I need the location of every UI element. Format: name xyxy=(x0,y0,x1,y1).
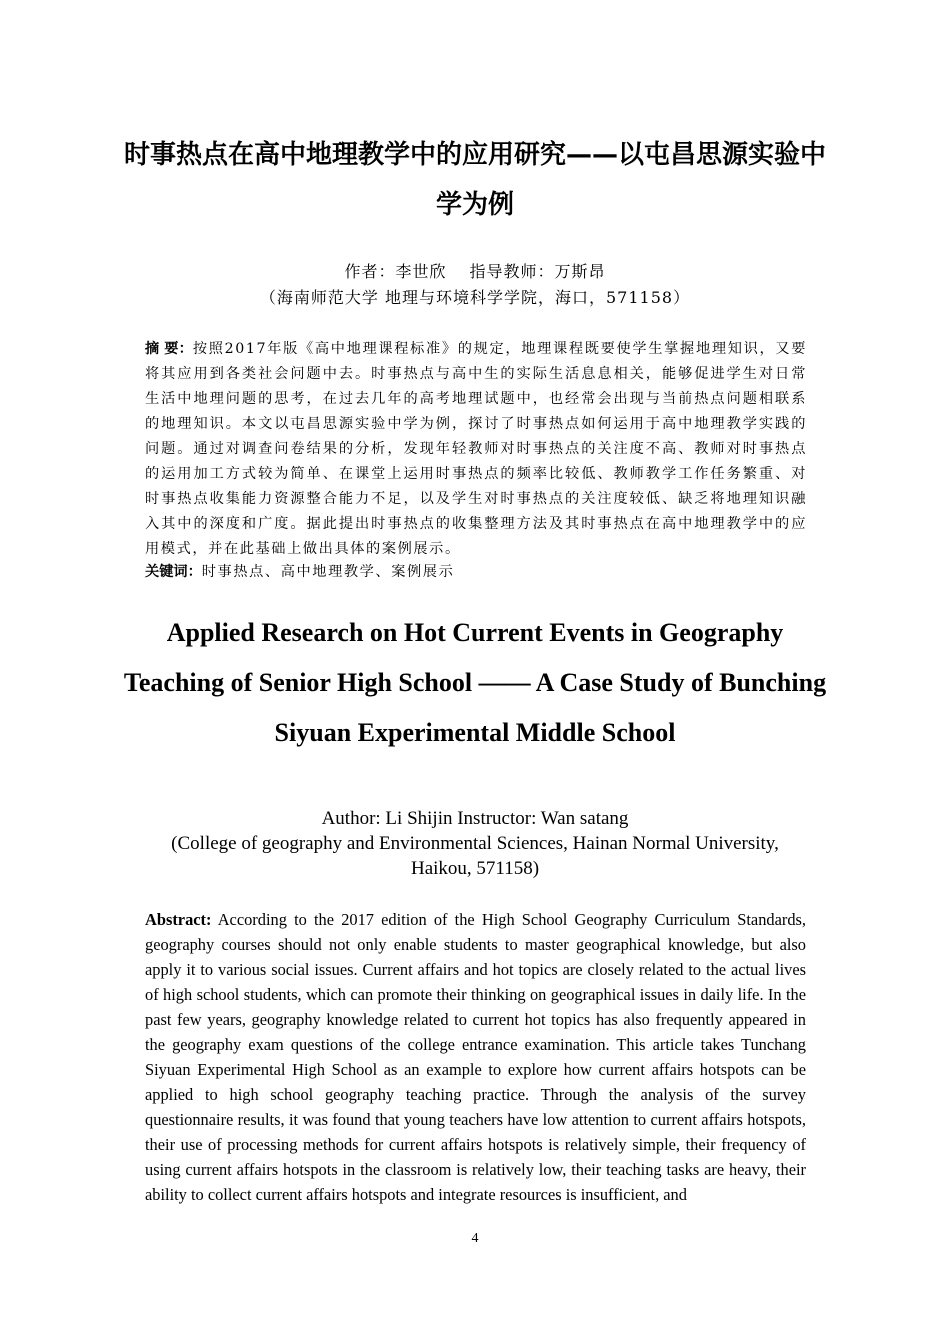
chinese-abstract-label: 摘 要： xyxy=(145,341,193,357)
english-abstract xyxy=(145,907,806,1207)
chinese-author-line: 作者：李世欣 指导教师：万斯昂 xyxy=(344,262,606,281)
english-title: Applied Research on Hot Current Events in Geography Teaching of Senior High School —— A Case Study of Bunching Siyuan Experimental Middle School xyxy=(123,618,827,747)
chinese-abstract-text: 按照2017年版《高中地理课程标准》的规定，地理课程既要使学生掌握地理知识，又要将其应用到各类社会问题中去。时事热点与高中生的实际生活息息相关，能够促进学生对日常生活中地理问题的思考，在过去几年的高考地理试题中，也经常会出现与当前热点问题相联系的地理知识。本文以屯昌思源实验中学为例，探讨了时事热点如何运用于高中地理教学实践的问题。通过对调查问卷结果的分析，发现年轻教师对时事热点的关注度不高、教师对时事热点的运用加工方式较为简单、在课堂上运用时事热点的频率比较低、教师教学工作任务繁重、对时事热点收集能力资源整合能力不足，以及学生对时事热点的关注度较低、缺乏将地理知识融入其中的深度和广度。据此提出时事热点的收集整理方法及其时事热点在高中地理教学中的应用模式，并在此基础上做出具体的案例展示。 xyxy=(145,341,807,557)
chinese-keywords-text: 时事热点、高中地理教学、案例展示 xyxy=(201,564,455,580)
english-author-line: Author: Li Shijin Instructor: Wan satang xyxy=(321,808,629,829)
english-abstract-text: According to the 2017 edition of the High School Geography Curriculum Standards, geography courses should not only enable students to master geographical knowledge, but also apply it to various social issues. Current affairs and hot topics are closely related to the actual lives of high school students, which can promote their thinking on geographical issues in daily life. In the past few years, geography knowledge related to current hot topics has also frequently appeared in the geography exam questions of the college entrance examination. This article takes Tunchang Siyuan Experimental High School as an example to explore how current affairs hotspots can be applied to high school geography teaching practice. Through the analysis of the survey questionnaire results, it was found that young teachers have low attention to current affairs hotspots, their use of processing methods for current affairs hotspots is relatively simple, their frequency of using current affairs hotspots in the classroom is relatively low, their teaching tasks are heavy, their ability to collect current affairs hotspots and integrate resources is insufficient, and xyxy=(145,910,806,1204)
english-abstract-label: Abstract: xyxy=(145,910,212,929)
chinese-affiliation: （海南师范大学 地理与环境科学学院，海口，571158） xyxy=(259,288,691,307)
english-author-block xyxy=(145,806,805,881)
chinese-keywords xyxy=(145,560,807,585)
chinese-author-block xyxy=(145,259,805,311)
chinese-keywords-label: 关键词： xyxy=(145,564,202,580)
chinese-title: 时事热点在高中地理教学中的应用研究——以屯昌思源实验中学为例 xyxy=(123,140,826,220)
chinese-abstract xyxy=(145,337,807,562)
page-number: 4 xyxy=(471,1231,479,1246)
english-affiliation: (College of geography and Environmental Sciences, Hainan Normal University, Haikou, 571158) xyxy=(171,833,779,879)
